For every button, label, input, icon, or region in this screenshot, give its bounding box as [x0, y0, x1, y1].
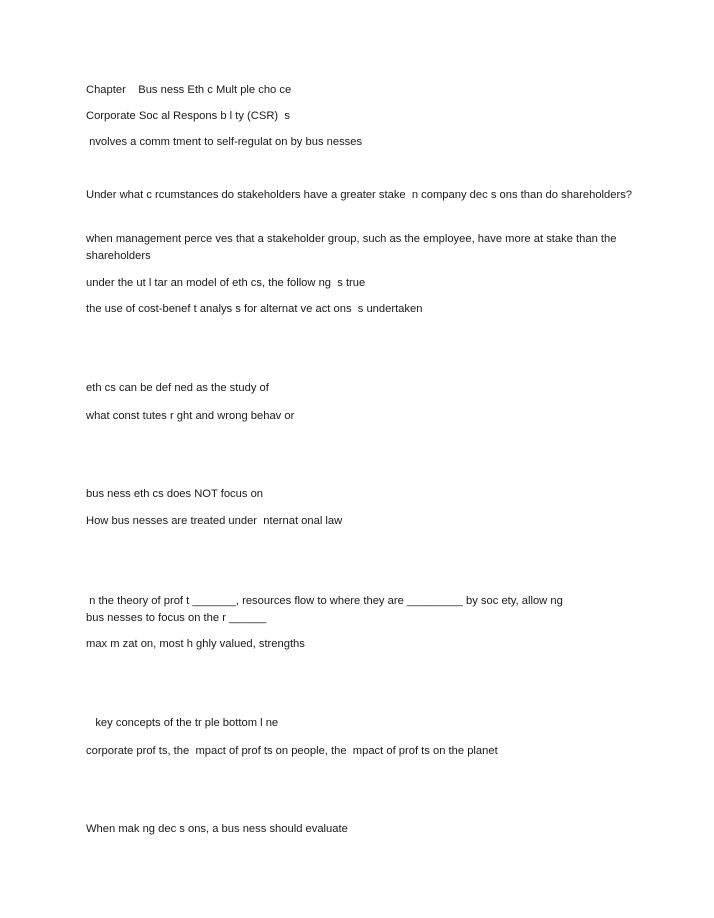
question-text: bus ness eth cs does NOT focus on	[86, 488, 264, 500]
answer-text: nvolves a comm tment to self-regulat on by bus nesses	[86, 136, 363, 148]
answer-text: corporate prof ts, the mpact of prof ts on people, the mpact of prof ts on the planet	[86, 745, 498, 757]
answer-text: max m zat on, most h ghly valued, strengths	[86, 638, 305, 650]
question-text: under the ut l tar an model of eth cs, the follow ng s true	[86, 277, 366, 289]
answer-text: when management perce ves that a stakeholder group, such as the employee, have more at stake than the shareholders	[86, 233, 620, 262]
answer-text: the use of cost-benef t analys s for alternat ve act ons s undertaken	[86, 303, 423, 315]
question-text: Under what c rcumstances do stakeholders have a greater stake n company dec s ons than do shareholders?	[86, 189, 633, 201]
answer-text: How bus nesses are treated under nternat onal law	[86, 515, 343, 527]
document-title: Chapter Bus ness Eth c Mult ple cho ce	[86, 84, 292, 96]
answer-text: what const tutes r ght and wrong behav or	[86, 410, 295, 422]
question-text: When mak ng dec s ons, a bus ness should evaluate	[86, 823, 348, 835]
question-text: key concepts of the tr ple bottom l ne	[86, 717, 279, 729]
question-text: n the theory of prof t _______, resources flow to where they are _________ by soc ety, allow ng bus nesses to focus on the r ______	[86, 595, 563, 624]
question-text: Corporate Soc al Respons b l ty (CSR) s	[86, 110, 290, 122]
question-text: eth cs can be def ned as the study of	[86, 382, 269, 394]
